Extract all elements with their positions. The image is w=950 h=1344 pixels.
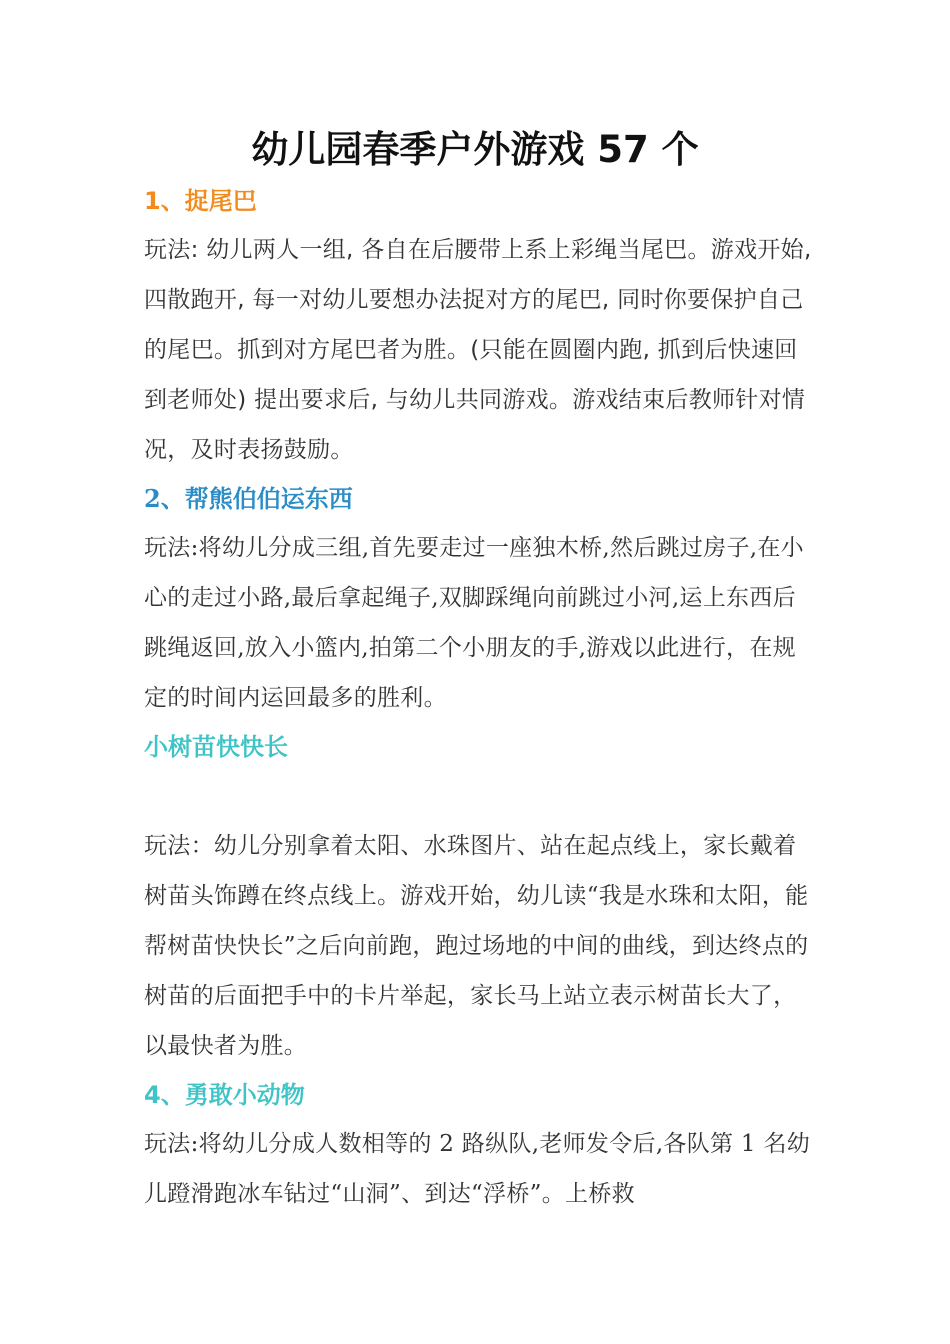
section-body: 玩法:将幼儿分成人数相等的 2 路纵队,老师发令后,各队第 1 名幼儿蹬滑跑冰车钻过“山洞”、到达“浮桥”。上桥救 <box>144 1131 811 1207</box>
blank-line <box>144 771 814 821</box>
document-body <box>144 177 814 1219</box>
section-body: 玩法：幼儿分别拿着太阳、水珠图片、站在起点线上，家长戴着树苗头饰蹲在终点线上。游戏开始，幼儿读“我是水珠和太阳，能帮树苗快快长”之后向前跑，跑过场地的中间的曲线，到达终点的树苗的后面把手中的卡片举起，家长马上站立表示树苗长大了，以最快者为胜。 <box>144 833 809 1059</box>
document-title: 幼儿园春季户外游戏 57 个 <box>251 128 699 171</box>
section-brave-animals <box>144 1071 814 1219</box>
section-sapling-grow <box>144 723 814 1071</box>
section-heading: 1、捉尾巴 <box>144 187 257 215</box>
section-body: 玩法:将幼儿分成三组,首先要走过一座独木桥,然后跳过房子,在小心的走过小路,最后拿起绳子,双脚踩绳向前跳过小河,运上东西后跳绳返回,放入小篮内,拍第二个小朋友的手,游戏以此进行，在规定的时间内运回最多的胜利。 <box>144 535 804 711</box>
section-catch-tail <box>144 177 814 475</box>
section-carry-things <box>144 475 814 723</box>
section-body: 玩法: 幼儿两人一组, 各自在后腰带上系上彩绳当尾巴。游戏开始, 四散跑开, 每一对幼儿要想办法捉对方的尾巴, 同时你要保护自己的尾巴。抓到对方尾巴者为胜。(只能在圆圈内跑, 抓到后快速回到老师处) 提出要求后, 与幼儿共同游戏。游戏结束后教师针对情况，及时表扬鼓励。 <box>144 237 812 463</box>
section-heading: 4、勇敢小动物 <box>144 1081 305 1109</box>
section-heading: 2、帮熊伯伯运东西 <box>144 484 353 513</box>
section-heading: 小树苗快快长 <box>144 733 288 761</box>
